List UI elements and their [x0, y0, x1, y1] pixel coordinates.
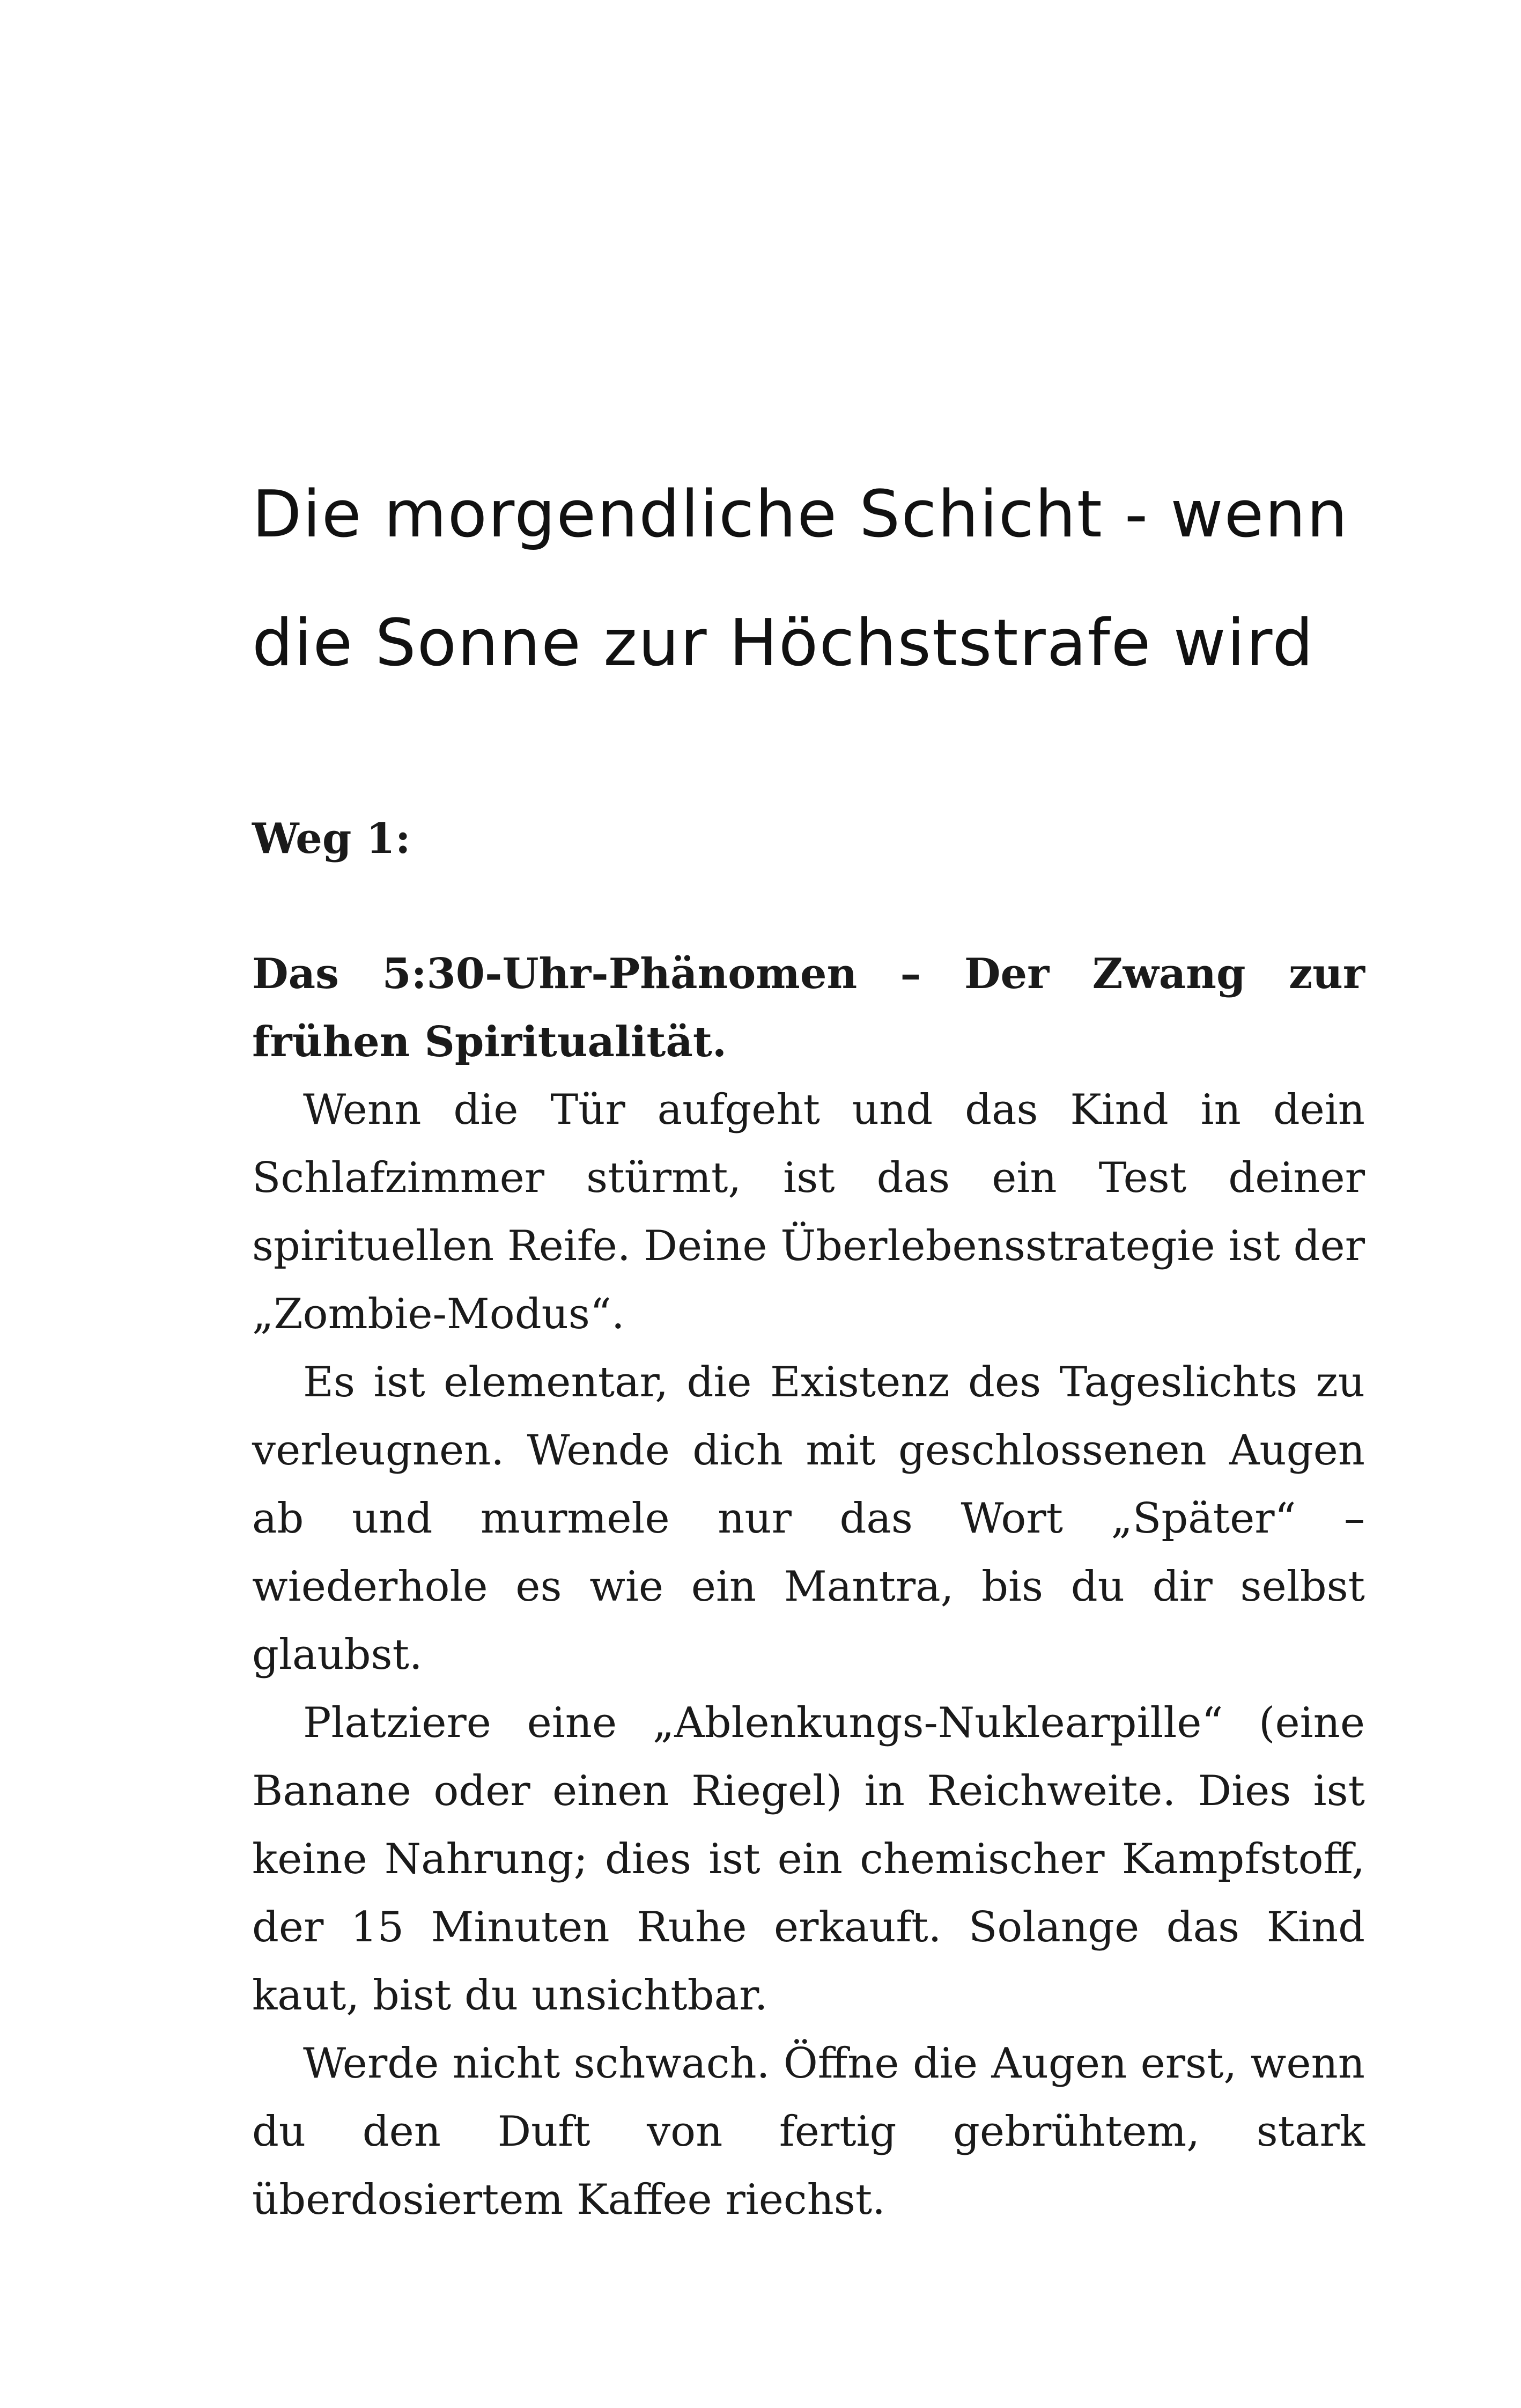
way-heading: Weg 1:: [252, 814, 411, 863]
chapter-title: Die morgendliche Schicht - wenn die Sonne zur Höchststrafe wird: [252, 477, 1349, 681]
paragraph-4: Werde nicht schwach. Öffne die Augen erst, wenn du den Duft von fertig gebrühtem, stark überdosiertem Kaffee riechst.: [252, 2039, 1365, 2224]
paragraph-1: Wenn die Tür aufgeht und das Kind in dein Schlafzimmer stürmt, ist das ein Test deiner spirituellen Reife. Deine Überlebensstrategie ist der „Zombie-Modus“.: [252, 1086, 1365, 1338]
chapter-body: [252, 805, 1365, 2234]
paragraph-2: Es ist elementar, die Existenz des Tageslichts zu verleugnen. Wende dich mit geschlossenen Augen ab und murmele nur das Wort „Später“ – wiederhole es wie ein Mantra, bis du dir selbst glaubst.: [252, 1358, 1365, 1679]
paragraph-3: Platziere eine „Ablenkungs-Nuklearpille“ (eine Banane oder einen Riegel) in Reichweite. Dies ist keine Nahrung; dies ist ein chemischer Kampfstoff, der 15 Minuten Ruhe erkauft. Solange das Kind kaut, bist du unsichtbar.: [252, 1699, 1365, 2020]
section-title: Das 5:30-Uhr-Phänomen – Der Zwang zur frühen Spiritualität.: [252, 949, 1365, 1066]
